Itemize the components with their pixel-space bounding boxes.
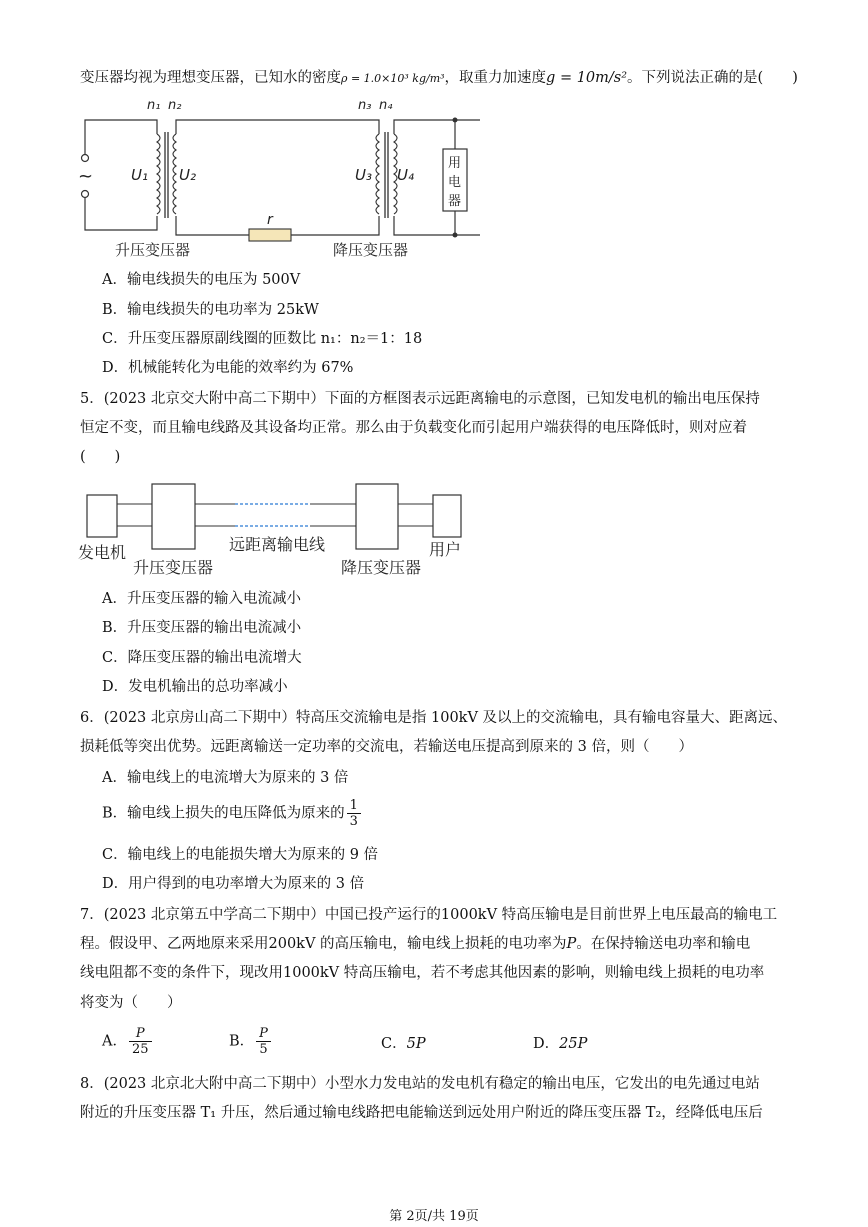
q6-option-a: A．输电线上的电流增大为原来的 3 倍 [102,770,349,786]
q7-option-b [229,1026,273,1057]
q6-option-d: D．用户得到的电功率增大为原来的 3 倍 [102,876,365,892]
q4-option-a: A．输电线损失的电压为 500V [102,272,301,288]
q7-option-d-value: 25P [559,1036,588,1052]
label-u1: U₁ [131,166,148,184]
q8-line-1: 8．(2023 北京北大附中高二下期中）小型水力发电站的发电机有稳定的输出电压，它发出的电先通过电站 [80,1076,760,1092]
q7-option-c [381,1034,426,1054]
label-user: 用户 [429,540,462,559]
label-n3: n₃ [358,98,372,113]
label-step-up-2: 升压变压器 [133,558,214,577]
page-footer: 第 2页/共 19页 [389,1209,479,1224]
q6-line-2: 损耗低等突出优势。远距离输送一定功率的交流电，若输送电压提高到原来的 3 倍，则（ ） [80,739,693,755]
q4-intro-b: ，取重力加速度 [444,70,547,86]
q7-line-1: 7．(2023 北京第五中学高二下期中）中国已投产运行的1000kV 特高压输电是目前世界上电压最高的输电工 [80,907,778,923]
step-up-box [152,484,195,549]
q8-line-2: 附近的升压变压器 T₁ 升压，然后通过输电线路把电能输送到远处用户附近的降压变压器 T₂，经降低电压后 [80,1105,763,1121]
q4-option-d: D．机械能转化为电能的效率约为 67% [102,360,354,376]
q5-line-2: 恒定不变，而且输电线路及其设备均正常。那么由于负载变化而引起用户端获得的电压降低时，则对应着 [80,420,747,436]
q4-option-c: C．升压变压器原副线圈的匝数比 n₁：n₂＝1：18 [102,331,423,347]
q7-option-a-fraction [129,1026,152,1057]
q5-option-d: D．发电机输出的总功率减小 [102,679,288,695]
label-u3: U₃ [355,166,372,184]
fraction-numerator: P [256,1026,271,1042]
q6-option-b-fraction [347,798,361,829]
label-u2: U₂ [179,166,196,184]
generator-box [87,495,117,537]
q4-intro-c: 。下列说法正确的是( ) [627,70,798,86]
q6-line-1: 6．(2023 北京房山高二下期中）特高压交流输电是指 100kV 及以上的交流输电，具有输电容量大、距离远、 [80,710,788,726]
q4-g: g = 10m/s² [546,70,628,86]
q7-symbol-p: P [566,936,577,952]
q5-option-c: C．降压变压器的输出电流增大 [102,650,302,666]
q4-intro [80,68,798,89]
q7-option-b-fraction [256,1026,271,1057]
load-char-1: 用 [448,156,462,171]
load-char-2: 电 [448,175,462,190]
q5-option-b: B．升压变压器的输出电流减小 [102,620,302,636]
q4-option-b: B．输电线损失的电功率为 25kW [102,302,319,318]
q7-line-3: 线电阻都不变的条件下，现改用1000kV 特高压输电，若不考虑其他因素的影响，则输电线上损耗的电功率 [80,965,765,981]
user-box [433,495,461,537]
q4-intro-a: 变压器均视为理想变压器，已知水的密度 [80,70,341,86]
fraction-denominator: 5 [259,1042,268,1057]
transformer-circuit-diagram [75,92,495,262]
q7-option-d [533,1034,587,1054]
q7-option-c-label: C． [381,1036,407,1052]
q7-line-4: 将变为（ ） [80,995,182,1011]
q5-option-a: A．升压变压器的输入电流减小 [102,591,301,607]
label-n4: n₄ [379,98,393,113]
q5-line-3: ( ) [80,449,121,465]
q6-option-c: C．输电线上的电能损失增大为原来的 9 倍 [102,847,379,863]
q5-line-1: 5．(2023 北京交大附中高二下期中）下面的方框图表示远距离输电的示意图，已知发电机的输出电压保持 [80,391,760,407]
label-step-up: 升压变压器 [115,241,191,259]
ac-source-symbol: ~ [78,166,94,187]
q7-line-2a: 程。假设甲、乙两地原来采用200kV 的高压输电，输电线上损耗的电功率为 [80,936,567,952]
label-step-down-2: 降压变压器 [341,558,422,577]
q6-option-b-text: B．输电线上损失的电压降低为原来的 [102,805,345,822]
fraction-denominator: 3 [349,814,358,829]
label-line: 远距离输电线 [229,535,326,554]
q7-line-2b: 。在保持输送电功率和输电 [576,936,751,952]
fraction-denominator: 25 [131,1042,149,1057]
load-char-3: 器 [448,194,462,209]
q7-option-d-label: D． [533,1036,560,1052]
q7-option-a-label: A． [102,1033,127,1050]
label-u4: U₄ [397,166,414,184]
q7-option-c-value: 5P [406,1036,426,1052]
resistor-r [249,229,291,241]
step-down-box [356,484,398,549]
q6-option-b [102,798,363,829]
label-n1: n₁ [147,98,161,113]
fraction-numerator: P [129,1026,152,1042]
fraction-numerator: 1 [347,798,361,814]
label-n2: n₂ [168,98,182,113]
q7-line-2 [80,934,750,954]
q4-rho: ρ = 1.0×10³ kg/m³ [341,72,445,85]
power-transmission-block-diagram [75,478,475,578]
q7-option-a [102,1026,154,1057]
label-step-down: 降压变压器 [333,241,409,259]
q7-option-b-label: B． [229,1033,255,1050]
label-generator: 发电机 [78,543,127,562]
label-r: r [267,212,273,228]
